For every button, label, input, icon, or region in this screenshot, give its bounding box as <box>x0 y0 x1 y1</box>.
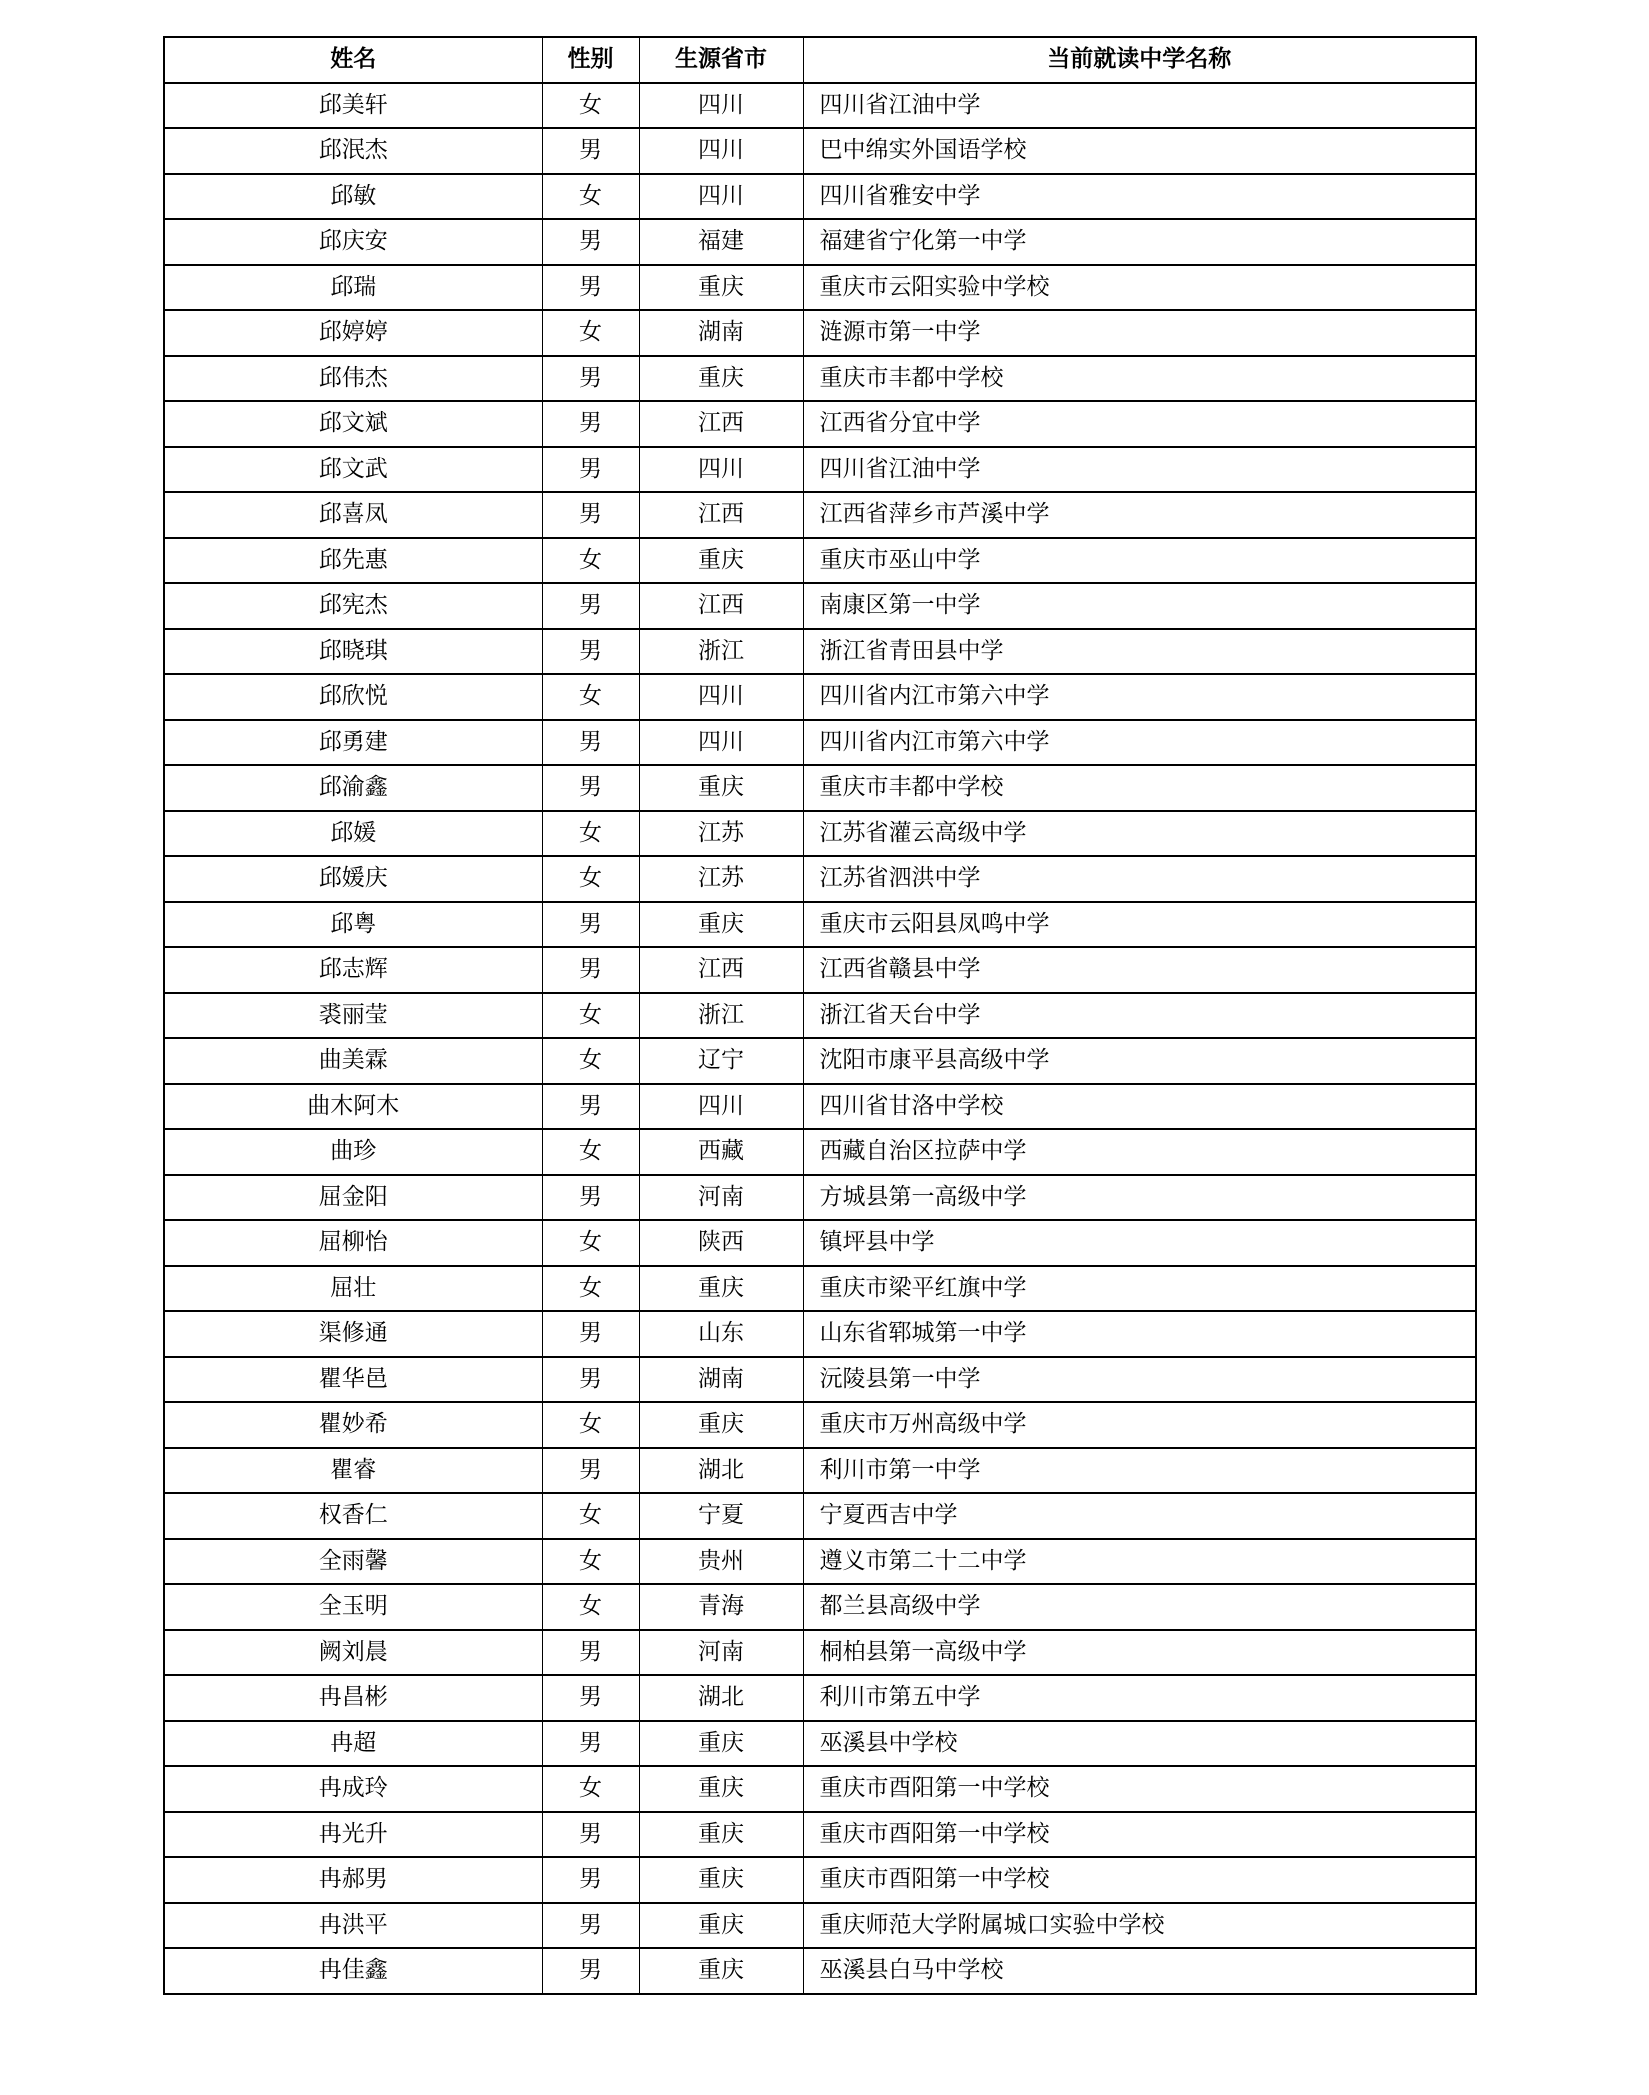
cell-province: 陕西 <box>639 1220 803 1266</box>
table-row <box>164 947 1476 993</box>
cell-name: 全玉明 <box>164 1584 542 1630</box>
cell-gender: 男 <box>542 902 639 948</box>
cell-province: 重庆 <box>639 356 803 402</box>
table-row <box>164 902 1476 948</box>
cell-province: 湖北 <box>639 1675 803 1721</box>
cell-province: 重庆 <box>639 1266 803 1312</box>
cell-gender: 男 <box>542 1448 639 1494</box>
cell-name: 屈柳怡 <box>164 1220 542 1266</box>
table-row <box>164 1175 1476 1221</box>
cell-school: 江苏省灌云高级中学 <box>803 811 1476 857</box>
cell-name: 邱渝鑫 <box>164 765 542 811</box>
cell-gender: 女 <box>542 1266 639 1312</box>
cell-gender: 男 <box>542 629 639 675</box>
cell-school: 重庆市酉阳第一中学校 <box>803 1766 1476 1812</box>
table-row <box>164 1493 1476 1539</box>
cell-province: 浙江 <box>639 993 803 1039</box>
table-row <box>164 174 1476 220</box>
table-row <box>164 811 1476 857</box>
cell-school: 重庆市云阳实验中学校 <box>803 265 1476 311</box>
table-row <box>164 1675 1476 1721</box>
cell-school: 四川省江油中学 <box>803 83 1476 129</box>
cell-school: 南康区第一中学 <box>803 583 1476 629</box>
cell-school: 涟源市第一中学 <box>803 310 1476 356</box>
header-province: 生源省市 <box>639 37 803 83</box>
table-row <box>164 1857 1476 1903</box>
cell-province: 湖南 <box>639 1357 803 1403</box>
cell-name: 冉光升 <box>164 1812 542 1858</box>
cell-school: 福建省宁化第一中学 <box>803 219 1476 265</box>
table-row <box>164 538 1476 584</box>
table-row <box>164 447 1476 493</box>
cell-province: 贵州 <box>639 1539 803 1585</box>
cell-name: 曲木阿木 <box>164 1084 542 1130</box>
cell-name: 瞿妙希 <box>164 1402 542 1448</box>
cell-school: 方城县第一高级中学 <box>803 1175 1476 1221</box>
header-row <box>164 37 1476 83</box>
cell-name: 邱先惠 <box>164 538 542 584</box>
cell-school: 重庆市酉阳第一中学校 <box>803 1812 1476 1858</box>
cell-gender: 男 <box>542 1311 639 1357</box>
header-gender: 性别 <box>542 37 639 83</box>
cell-province: 浙江 <box>639 629 803 675</box>
cell-gender: 女 <box>542 1766 639 1812</box>
cell-school: 浙江省天台中学 <box>803 993 1476 1039</box>
cell-school: 利川市第五中学 <box>803 1675 1476 1721</box>
cell-gender: 男 <box>542 1903 639 1949</box>
cell-name: 邱文武 <box>164 447 542 493</box>
cell-province: 青海 <box>639 1584 803 1630</box>
table-row <box>164 674 1476 720</box>
cell-province: 重庆 <box>639 1721 803 1767</box>
cell-gender: 男 <box>542 1948 639 1994</box>
cell-gender: 女 <box>542 1402 639 1448</box>
cell-province: 重庆 <box>639 1812 803 1858</box>
header-school: 当前就读中学名称 <box>803 37 1476 83</box>
cell-province: 四川 <box>639 447 803 493</box>
cell-school: 重庆市梁平红旗中学 <box>803 1266 1476 1312</box>
cell-gender: 女 <box>542 310 639 356</box>
cell-name: 裘丽莹 <box>164 993 542 1039</box>
table-row <box>164 629 1476 675</box>
cell-province: 辽宁 <box>639 1038 803 1084</box>
table-row <box>164 356 1476 402</box>
table-row <box>164 1812 1476 1858</box>
cell-gender: 女 <box>542 811 639 857</box>
cell-gender: 女 <box>542 174 639 220</box>
cell-school: 西藏自治区拉萨中学 <box>803 1129 1476 1175</box>
cell-school: 四川省江油中学 <box>803 447 1476 493</box>
cell-school: 重庆市酉阳第一中学校 <box>803 1857 1476 1903</box>
table-body <box>164 83 1476 1994</box>
table-row <box>164 310 1476 356</box>
table-row <box>164 83 1476 129</box>
cell-gender: 男 <box>542 492 639 538</box>
cell-province: 重庆 <box>639 1402 803 1448</box>
cell-school: 沈阳市康平县高级中学 <box>803 1038 1476 1084</box>
cell-gender: 男 <box>542 1630 639 1676</box>
cell-gender: 男 <box>542 447 639 493</box>
cell-name: 瞿睿 <box>164 1448 542 1494</box>
cell-name: 阙刘晨 <box>164 1630 542 1676</box>
cell-province: 江苏 <box>639 811 803 857</box>
cell-name: 邱美轩 <box>164 83 542 129</box>
table-row <box>164 1721 1476 1767</box>
cell-gender: 男 <box>542 1812 639 1858</box>
cell-gender: 男 <box>542 265 639 311</box>
cell-province: 河南 <box>639 1630 803 1676</box>
table-row <box>164 765 1476 811</box>
cell-school: 重庆师范大学附属城口实验中学校 <box>803 1903 1476 1949</box>
cell-province: 重庆 <box>639 1766 803 1812</box>
cell-school: 重庆市巫山中学 <box>803 538 1476 584</box>
cell-gender: 男 <box>542 1084 639 1130</box>
cell-name: 冉超 <box>164 1721 542 1767</box>
cell-province: 重庆 <box>639 1903 803 1949</box>
cell-school: 重庆市云阳县凤鸣中学 <box>803 902 1476 948</box>
cell-name: 邱泯杰 <box>164 128 542 174</box>
cell-name: 邱瑞 <box>164 265 542 311</box>
cell-school: 遵义市第二十二中学 <box>803 1539 1476 1585</box>
cell-province: 江西 <box>639 401 803 447</box>
cell-name: 邱婷婷 <box>164 310 542 356</box>
cell-school: 都兰县高级中学 <box>803 1584 1476 1630</box>
cell-gender: 女 <box>542 856 639 902</box>
cell-province: 山东 <box>639 1311 803 1357</box>
table-row <box>164 492 1476 538</box>
table-row <box>164 1448 1476 1494</box>
table-row <box>164 1038 1476 1084</box>
cell-province: 宁夏 <box>639 1493 803 1539</box>
cell-school: 巴中绵实外国语学校 <box>803 128 1476 174</box>
cell-gender: 女 <box>542 1584 639 1630</box>
cell-name: 邱媛 <box>164 811 542 857</box>
cell-province: 福建 <box>639 219 803 265</box>
cell-school: 镇坪县中学 <box>803 1220 1476 1266</box>
cell-name: 邱伟杰 <box>164 356 542 402</box>
table-row <box>164 1948 1476 1994</box>
table-row <box>164 219 1476 265</box>
cell-name: 屈壮 <box>164 1266 542 1312</box>
table-row <box>164 128 1476 174</box>
table-row <box>164 1903 1476 1949</box>
cell-province: 重庆 <box>639 538 803 584</box>
cell-school: 利川市第一中学 <box>803 1448 1476 1494</box>
cell-province: 河南 <box>639 1175 803 1221</box>
cell-gender: 男 <box>542 765 639 811</box>
cell-name: 曲美霖 <box>164 1038 542 1084</box>
cell-name: 曲珍 <box>164 1129 542 1175</box>
cell-gender: 女 <box>542 83 639 129</box>
cell-name: 冉昌彬 <box>164 1675 542 1721</box>
cell-school: 江西省赣县中学 <box>803 947 1476 993</box>
cell-gender: 男 <box>542 583 639 629</box>
cell-name: 瞿华邑 <box>164 1357 542 1403</box>
cell-name: 屈金阳 <box>164 1175 542 1221</box>
cell-school: 江西省萍乡市芦溪中学 <box>803 492 1476 538</box>
cell-name: 邱媛庆 <box>164 856 542 902</box>
table-row <box>164 1584 1476 1630</box>
cell-province: 湖北 <box>639 1448 803 1494</box>
table-row <box>164 1084 1476 1130</box>
cell-name: 邱敏 <box>164 174 542 220</box>
cell-province: 江西 <box>639 492 803 538</box>
cell-name: 邱喜凤 <box>164 492 542 538</box>
cell-name: 冉郝男 <box>164 1857 542 1903</box>
cell-name: 冉佳鑫 <box>164 1948 542 1994</box>
cell-name: 渠修通 <box>164 1311 542 1357</box>
cell-gender: 男 <box>542 1857 639 1903</box>
cell-name: 邱勇建 <box>164 720 542 766</box>
cell-school: 宁夏西吉中学 <box>803 1493 1476 1539</box>
table-row <box>164 1311 1476 1357</box>
cell-gender: 男 <box>542 401 639 447</box>
cell-name: 邱文斌 <box>164 401 542 447</box>
table-row <box>164 401 1476 447</box>
cell-gender: 女 <box>542 1220 639 1266</box>
cell-school: 浙江省青田县中学 <box>803 629 1476 675</box>
cell-gender: 男 <box>542 219 639 265</box>
cell-school: 四川省雅安中学 <box>803 174 1476 220</box>
cell-school: 沅陵县第一中学 <box>803 1357 1476 1403</box>
cell-school: 四川省内江市第六中学 <box>803 720 1476 766</box>
cell-school: 重庆市万州高级中学 <box>803 1402 1476 1448</box>
cell-province: 四川 <box>639 83 803 129</box>
cell-name: 冉洪平 <box>164 1903 542 1949</box>
table-row <box>164 856 1476 902</box>
cell-name: 邱宪杰 <box>164 583 542 629</box>
table-row <box>164 1220 1476 1266</box>
cell-school: 巫溪县白马中学校 <box>803 1948 1476 1994</box>
cell-name: 邱欣悦 <box>164 674 542 720</box>
cell-name: 邱晓琪 <box>164 629 542 675</box>
cell-gender: 男 <box>542 947 639 993</box>
cell-province: 江苏 <box>639 856 803 902</box>
table-row <box>164 583 1476 629</box>
cell-gender: 女 <box>542 538 639 584</box>
cell-name: 全雨馨 <box>164 1539 542 1585</box>
cell-school: 江西省分宜中学 <box>803 401 1476 447</box>
cell-school: 重庆市丰都中学校 <box>803 356 1476 402</box>
cell-province: 四川 <box>639 720 803 766</box>
table-row <box>164 1266 1476 1312</box>
cell-province: 重庆 <box>639 1948 803 1994</box>
cell-gender: 男 <box>542 1357 639 1403</box>
cell-gender: 男 <box>542 720 639 766</box>
table-row <box>164 1357 1476 1403</box>
cell-school: 重庆市丰都中学校 <box>803 765 1476 811</box>
cell-province: 四川 <box>639 674 803 720</box>
table-row <box>164 1402 1476 1448</box>
cell-name: 邱庆安 <box>164 219 542 265</box>
cell-gender: 女 <box>542 1129 639 1175</box>
cell-province: 江西 <box>639 947 803 993</box>
cell-name: 冉成玲 <box>164 1766 542 1812</box>
cell-gender: 男 <box>542 1175 639 1221</box>
cell-school: 江苏省泗洪中学 <box>803 856 1476 902</box>
cell-province: 重庆 <box>639 902 803 948</box>
cell-province: 重庆 <box>639 1857 803 1903</box>
cell-gender: 女 <box>542 1493 639 1539</box>
cell-name: 权香仁 <box>164 1493 542 1539</box>
cell-gender: 男 <box>542 356 639 402</box>
cell-name: 邱粤 <box>164 902 542 948</box>
cell-gender: 女 <box>542 1038 639 1084</box>
cell-province: 西藏 <box>639 1129 803 1175</box>
cell-gender: 男 <box>542 1721 639 1767</box>
table-row <box>164 1630 1476 1676</box>
cell-school: 山东省郓城第一中学 <box>803 1311 1476 1357</box>
table-row <box>164 993 1476 1039</box>
cell-gender: 女 <box>542 674 639 720</box>
table-row <box>164 1766 1476 1812</box>
cell-school: 桐柏县第一高级中学 <box>803 1630 1476 1676</box>
cell-gender: 男 <box>542 128 639 174</box>
table-row <box>164 1539 1476 1585</box>
cell-province: 江西 <box>639 583 803 629</box>
table-row <box>164 265 1476 311</box>
table-row <box>164 720 1476 766</box>
table-row <box>164 1129 1476 1175</box>
cell-school: 四川省甘洛中学校 <box>803 1084 1476 1130</box>
cell-province: 四川 <box>639 174 803 220</box>
cell-gender: 女 <box>542 1539 639 1585</box>
cell-school: 巫溪县中学校 <box>803 1721 1476 1767</box>
cell-school: 四川省内江市第六中学 <box>803 674 1476 720</box>
header-name: 姓名 <box>164 37 542 83</box>
cell-name: 邱志辉 <box>164 947 542 993</box>
cell-gender: 女 <box>542 993 639 1039</box>
cell-gender: 男 <box>542 1675 639 1721</box>
student-table <box>163 36 1477 1995</box>
cell-province: 四川 <box>639 128 803 174</box>
cell-province: 重庆 <box>639 765 803 811</box>
cell-province: 重庆 <box>639 265 803 311</box>
cell-province: 湖南 <box>639 310 803 356</box>
cell-province: 四川 <box>639 1084 803 1130</box>
